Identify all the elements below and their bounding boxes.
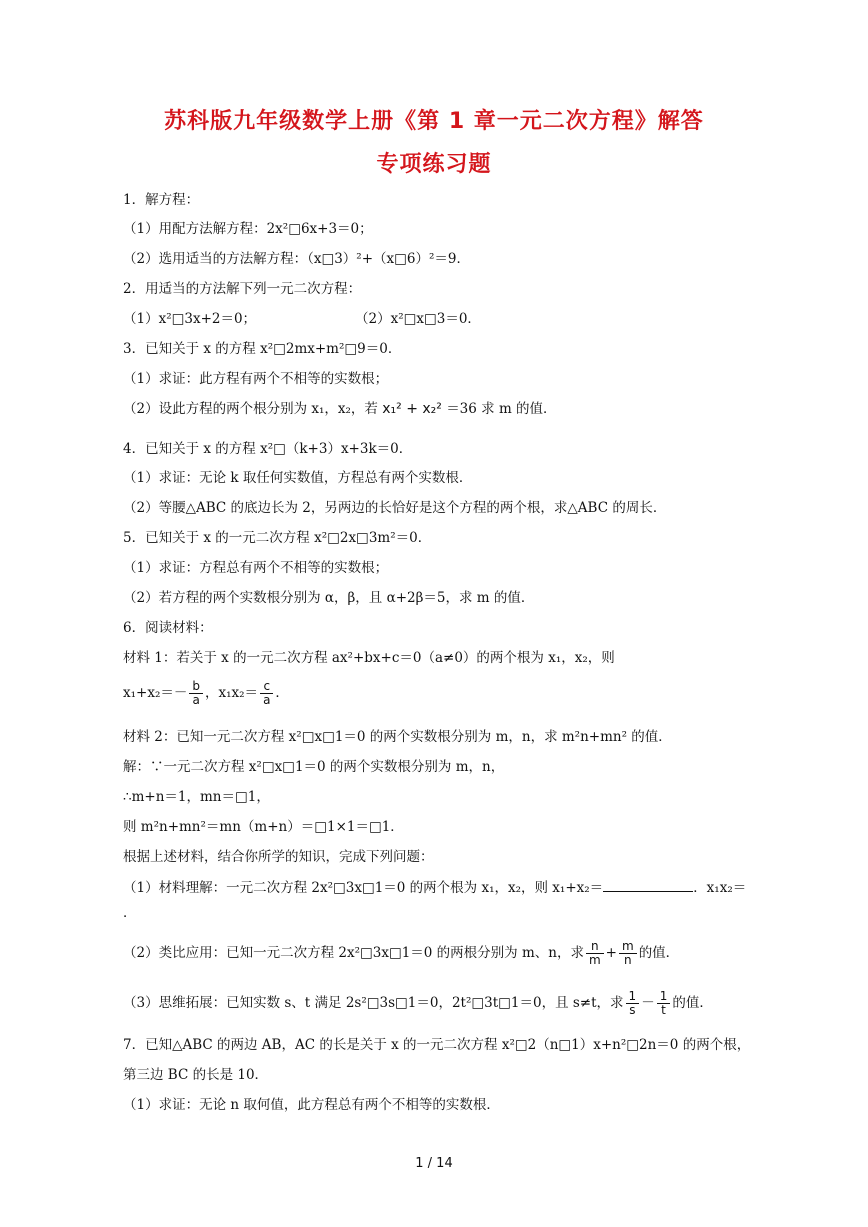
denominator: s [629,1003,636,1017]
period: ． [275,685,289,701]
problem-6-part-2-text: （2）类比应用：已知一元二次方程 2x²□3x□1＝0 的两根分别为 m、n，求 [123,945,584,961]
numerator: m [619,940,637,954]
plus-sign: + [605,945,617,961]
fraction-1-over-t [657,990,671,1017]
problem-1-part-1: （1）用配方法解方程：2x²□6x+3＝0； [123,221,373,237]
problem-3-part-2-end: ＝36 求 m 的值． [446,401,557,417]
denominator: a [192,693,200,707]
problem-5-part-2: （2）若方程的两个实数根分别为 α，β，且 α+2β＝5，求 m 的值． [123,590,535,606]
problem-6-part-3-end: 的值． [672,995,713,1011]
problem-1-part-2: （2）选用适当的方法解方程：（x□3）²+（x□6）²＝9． [123,251,470,267]
problem-7-heading-cont: 第三边 BC 的长是 10． [123,1067,269,1083]
fraction-1-over-s [626,990,640,1017]
negative-sign: － [173,685,188,701]
fraction-m-over-n [619,940,637,967]
numerator: 1 [626,990,640,1004]
problem-6-part-3-text: （3）思维拓展：已知实数 s、t 满足 2s²□3s□1＝0，2t²□3t□1＝0，且 s≠t，求 [123,995,624,1011]
problem-6-part-2-end: 的值． [638,945,680,961]
numerator: 1 [657,990,671,1004]
problem-4-part-2: （2）等腰△ABC 的底边长为 2，另两边的长恰好是这个方程的两个根，求△ABC 的周长． [123,500,667,516]
problem-7-part-1: （1）求证：无论 n 取何值，此方程总有两个不相等的实数根． [123,1097,500,1113]
problem-3-heading: 3．已知关于 x 的方程 x²□2mx+m²□9＝0． [123,341,402,357]
problem-6-part-1-text: （1）材料理解：一元二次方程 2x²□3x□1＝0 的两个根为 x₁，x₂，则 x₁+x₂＝ [123,880,604,896]
answer-blank[interactable] [603,877,693,892]
denominator: t [661,1003,666,1017]
problem-3-part-2-text: （2）设此方程的两个根分别为 x₁，x₂，若 [123,401,378,417]
solution-line-1: 解：∵一元二次方程 x²□x□1＝0 的两个实数根分别为 m，n， [123,759,505,775]
product-label: ．x₁x₂＝ [693,880,747,896]
problem-4-part-1: （1）求证：无论 k 取任何实数值，方程总有两个实数根． [123,470,473,486]
problem-6-part-1 [123,877,746,898]
material-1: 材料 1：若关于 x 的一元二次方程 ax²+bx+c＝0（a≠0）的两个根为 x₁，x₂，则 [123,650,615,666]
problem-5-heading: 5．已知关于 x 的一元二次方程 x²□2x□3m²＝0． [123,530,432,546]
problem-6-part-3 [123,990,713,1017]
material-2: 材料 2：已知一元二次方程 x²□x□1＝0 的两个实数根分别为 m，n，求 m²n+mn² 的值． [123,729,672,745]
instructions: 根据上述材料，结合你所学的知识，完成下列问题： [123,849,434,865]
solution-line-2: ∴m+n＝1，mn＝□1， [123,789,270,805]
minus-sign: － [641,995,655,1011]
document-title: 苏科版九年级数学上册《第 1 章一元二次方程》解答 [164,109,704,134]
problem-7-heading: 7．已知△ABC 的两边 AB，AC 的长是关于 x 的一元二次方程 x²□2（n□1）x+n²□2n＝0 的两个根， [123,1037,751,1053]
vieta-formulas [123,680,289,707]
sum-of-roots-label: x₁+x₂＝ [123,685,174,701]
solution-line-3: 则 m²n+mn²＝mn（m+n）＝□1×1＝□1． [123,819,404,835]
fraction-b-over-a [189,680,203,707]
fraction-c-over-a [260,680,273,707]
problem-3-part-1: （1）求证：此方程有两个不相等的实数根； [123,371,389,387]
denominator: a [263,693,271,707]
squares-sum-expression: x₁² + x₂² [382,401,442,417]
trailing-period: ． [123,905,137,921]
numerator: n [586,940,604,954]
numerator: b [189,680,203,694]
denominator: m [588,953,601,967]
problem-3-part-2 [123,399,557,419]
page-number: 1 / 14 [415,1156,453,1171]
denominator: n [624,953,632,967]
problem-6-part-2 [123,940,679,967]
problem-5-part-1: （1）求证：方程总有两个不相等的实数根； [123,560,389,576]
numerator: c [260,680,273,694]
problem-4-heading: 4．已知关于 x 的方程 x²□（k+3）x+3k＝0． [123,441,413,457]
problem-2-heading: 2．用适当的方法解下列一元二次方程： [123,281,362,297]
problem-2-part-2: （2）x²□x□3＝0． [355,311,481,327]
fraction-n-over-m [586,940,604,967]
problem-2-part-1: （1）x²□3x+2＝0； [123,311,257,327]
problem-6-heading: 6．阅读材料： [123,620,213,636]
document-subtitle: 专项练习题 [376,152,492,177]
problem-1-heading: 1．解方程： [123,192,200,208]
product-of-roots-label: ，x₁x₂＝ [205,685,259,701]
